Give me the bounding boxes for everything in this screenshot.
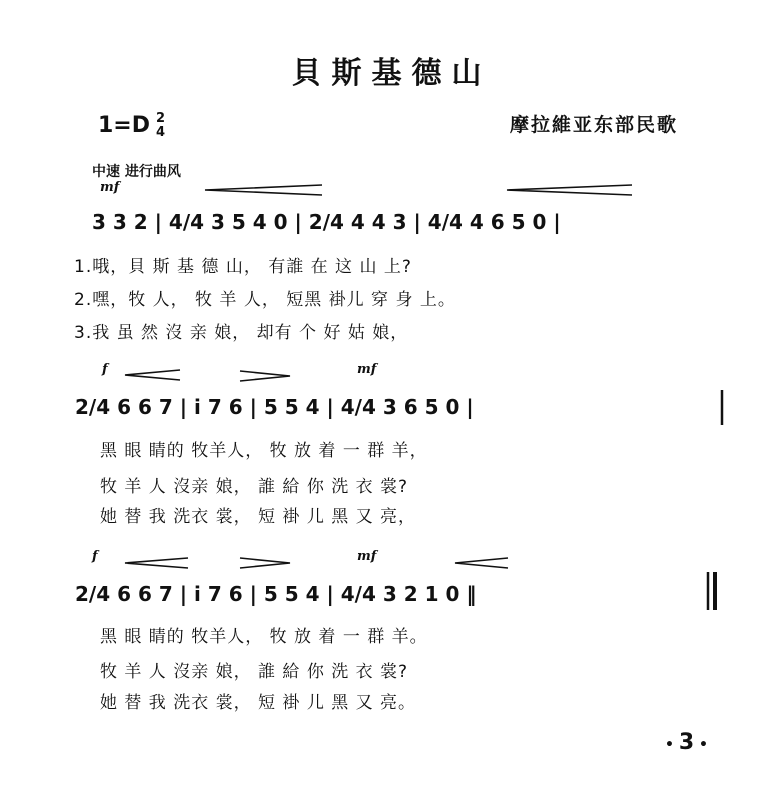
lyric-line: 牧 羊 人 沒亲 娘， 誰 給 你 洗 衣 裳? <box>100 477 409 497</box>
dynamic-marking: mf <box>357 362 377 377</box>
time-bottom: 4 <box>156 125 166 140</box>
lyric-line: 2.嘿，牧 人， 牧 羊 人， 短黑 褂儿 穿 身 上。 <box>74 290 456 310</box>
notation-line: 3 3 2 | 4/4 3 5 4 0 | 2/4 4 4 3 | 4/4 4 6 5 0 | <box>92 210 561 234</box>
dynamic-marking: mf <box>357 549 377 564</box>
dynamic-marking: f <box>92 549 98 564</box>
lyric-line: 她 替 我 洗衣 裳， 短 褂 儿 黑 又 亮。 <box>100 693 417 713</box>
page-number: • 3 • <box>665 730 708 755</box>
dynamic-marking: mf <box>100 180 120 195</box>
page-number-text: 3 <box>678 730 695 755</box>
lyric-line: 黑 眼 睛的 牧羊人， 牧 放 着 一 群 羊。 <box>100 627 428 647</box>
tempo-marking: 中速 进行曲风 <box>92 164 181 180</box>
lyric-line: 她 替 我 洗衣 裳， 短 褂 儿 黑 又 亮， <box>100 507 417 527</box>
dynamic-marking: f <box>102 362 108 377</box>
notation-line: 2/4 6 6 7 | i 7 6 | 5 5 4 | 4/4 3 2 1 0 ‖ <box>75 582 477 606</box>
lyric-line: 1.哦，貝 斯 基 德 山， 有誰 在 这 山 上? <box>74 257 412 277</box>
song-title: 貝斯基德山 <box>291 56 492 91</box>
lyric-line: 3.我 虽 然 沒 亲 娘， 却有 个 好 姑 娘， <box>74 323 409 343</box>
notation-line: 2/4 6 6 7 | i 7 6 | 5 5 4 | 4/4 3 6 5 0 | <box>75 395 474 419</box>
lyric-line: 牧 羊 人 沒亲 娘， 誰 給 你 洗 衣 裳? <box>100 662 409 682</box>
song-credit: 摩拉維亚东部民歌 <box>510 114 679 136</box>
lyric-line: 黑 眼 睛的 牧羊人， 牧 放 着 一 群 羊， <box>100 441 428 461</box>
key-label: 1=D <box>98 113 151 138</box>
time-top: 2 <box>156 111 166 126</box>
